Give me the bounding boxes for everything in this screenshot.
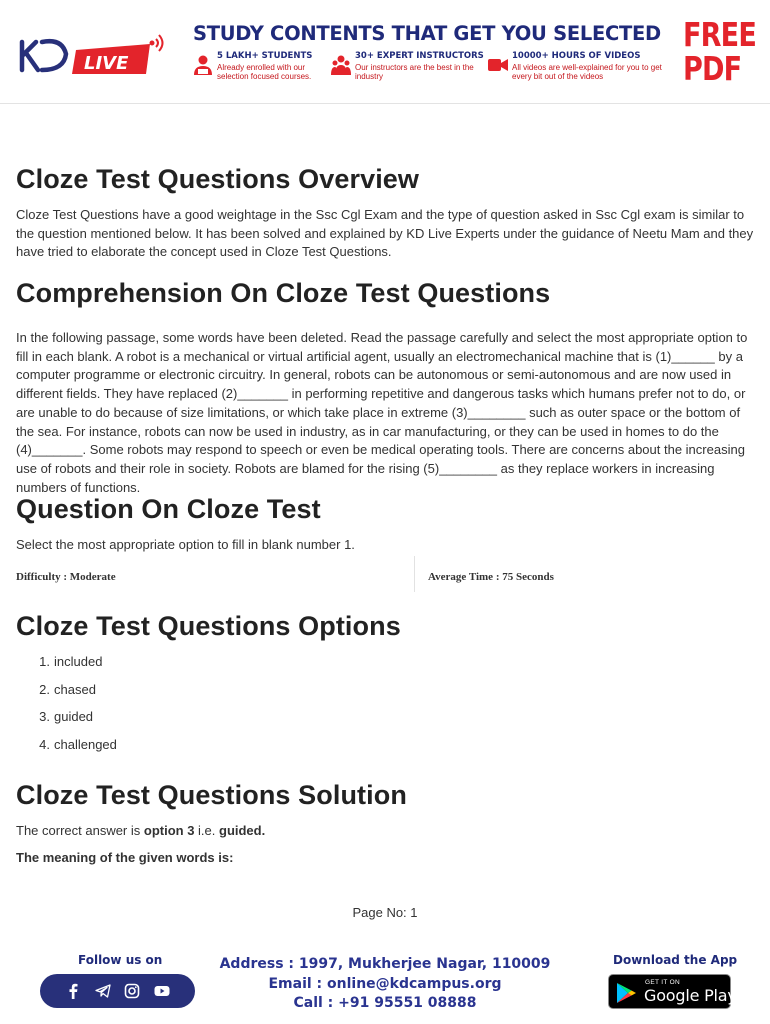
video-icon: [488, 54, 508, 76]
instructors-icon: [331, 54, 351, 76]
answer-prefix: The correct answer is: [16, 823, 144, 838]
comprehension-heading: Comprehension On Cloze Test Questions: [16, 278, 551, 308]
feature-title: 10000+ HOURS OF VIDEOS: [512, 51, 641, 61]
feature-instructors: [331, 51, 484, 85]
solution-answer: [16, 822, 754, 841]
overview-text: Cloze Test Questions have a good weightage in the Ssc Cgl Exam and the type of question asked in Ssc Cgl exam is similar to the question mentioned below. It has been solved and explained by KD Live Experts under the guidance of Neetu Mam and they have tried to elaborate the concept used in Cloze Test Questions.: [16, 207, 754, 260]
student-icon: [193, 54, 213, 76]
free-pdf-line1: FREE: [683, 15, 757, 54]
telegram-icon[interactable]: [95, 983, 111, 999]
social-bar: [40, 974, 195, 1008]
answer-mid: i.e.: [194, 823, 219, 838]
question-heading: Question On Cloze Test: [16, 494, 321, 524]
meaning-label: The meaning of the given words is:: [16, 850, 234, 865]
option-label: challenged: [54, 737, 117, 753]
feature-title: 5 LAKH+ STUDENTS: [217, 51, 313, 61]
option-number: 3.: [39, 709, 50, 725]
footer-address: Address : 1997, Mukherjee Nagar, 110009: [219, 956, 551, 972]
question-text: Select the most appropriate option to fill in blank number 1.: [16, 537, 355, 552]
google-play-icon: [616, 982, 637, 1004]
banner-title: STUDY CONTENTS THAT GET YOU SELECTED: [193, 22, 661, 45]
option-item[interactable]: [16, 708, 754, 736]
option-item[interactable]: [16, 681, 754, 709]
option-number: 2.: [39, 681, 50, 697]
youtube-icon[interactable]: [154, 983, 170, 999]
overview-heading: Cloze Test Questions Overview: [16, 164, 420, 194]
download-app-title: Download the App: [613, 953, 738, 967]
answer-option: option 3: [143, 823, 195, 838]
free-pdf-line2: PDF: [683, 49, 742, 88]
option-label: chased: [54, 681, 96, 697]
option-number: 1.: [39, 654, 50, 669]
google-play-button[interactable]: [608, 974, 737, 1009]
options-heading: Cloze Test Questions Options: [16, 611, 401, 641]
page-number: Page No: 1: [352, 905, 418, 920]
feature-videos: [488, 51, 663, 85]
difficulty-label: Difficulty : Moderate: [16, 571, 116, 583]
solution-heading: Cloze Test Questions Solution: [16, 780, 407, 810]
free-pdf-badge: [683, 15, 757, 88]
follow-us-title: Follow us on: [78, 953, 163, 967]
kd-live-logo[interactable]: [18, 28, 168, 78]
facebook-icon[interactable]: [65, 983, 81, 999]
average-time-label: Average Time : 75 Seconds: [428, 571, 554, 583]
feature-desc: All videos are well-explained for you to get every bit out of the videos: [512, 63, 662, 81]
instagram-icon[interactable]: [124, 983, 140, 999]
option-item[interactable]: [16, 653, 754, 681]
feature-title: 30+ EXPERT INSTRUCTORS: [355, 51, 484, 61]
store-big-text: Google Play: [644, 986, 737, 1005]
feature-desc: Already enrolled with our selection focused courses.: [217, 63, 312, 81]
feature-students: [193, 51, 333, 85]
option-label: guided: [54, 709, 94, 725]
footer-phone[interactable]: Call : +91 95551 08888: [293, 995, 477, 1011]
meta-divider: [414, 556, 415, 592]
footer-email[interactable]: Email : online@kdcampus.org: [268, 975, 502, 992]
header-banner: [0, 0, 770, 104]
options-list: [16, 653, 754, 764]
option-number: 4.: [39, 737, 50, 753]
footer-contact: [195, 955, 575, 1014]
answer-word: guided.: [219, 823, 266, 838]
comprehension-passage: In the following passage, some words have been deleted. Read the passage carefully and select the most appropriate option to fill in each blank. A robot is a mechanical or virtual artificial agent, usually an electromechanical machine that is (1)______ by a computer programme or electronic circuitry. In general, robots can be autonomous or semi-autonomous and are now used in different fields. They have replaced (2)_______ in performing repetitive and dangerous tasks which humans prefer not to do, or are unable to do because of size limitations, or which take place in extreme (3)________ such as outer space or the bottom of the sea. For instance, robots can now be used in industry, as in car manufacturing, or they can be used in homes to do the (4)_______. Some robots may respond to speech or even be medical operating tools. There are concerns about the increasing use of robots and their role in society. Robots are blamed for the rising (5)________ as they replace workers in increasing numbers of functions.: [16, 330, 748, 495]
option-item[interactable]: [16, 736, 754, 764]
option-label: included: [54, 654, 103, 669]
question-meta: [16, 556, 754, 592]
feature-desc: Our instructors are the best in the industry: [355, 63, 474, 81]
store-small-text: GET IT ON: [645, 979, 680, 986]
svg-text:LIVE: LIVE: [84, 53, 129, 74]
